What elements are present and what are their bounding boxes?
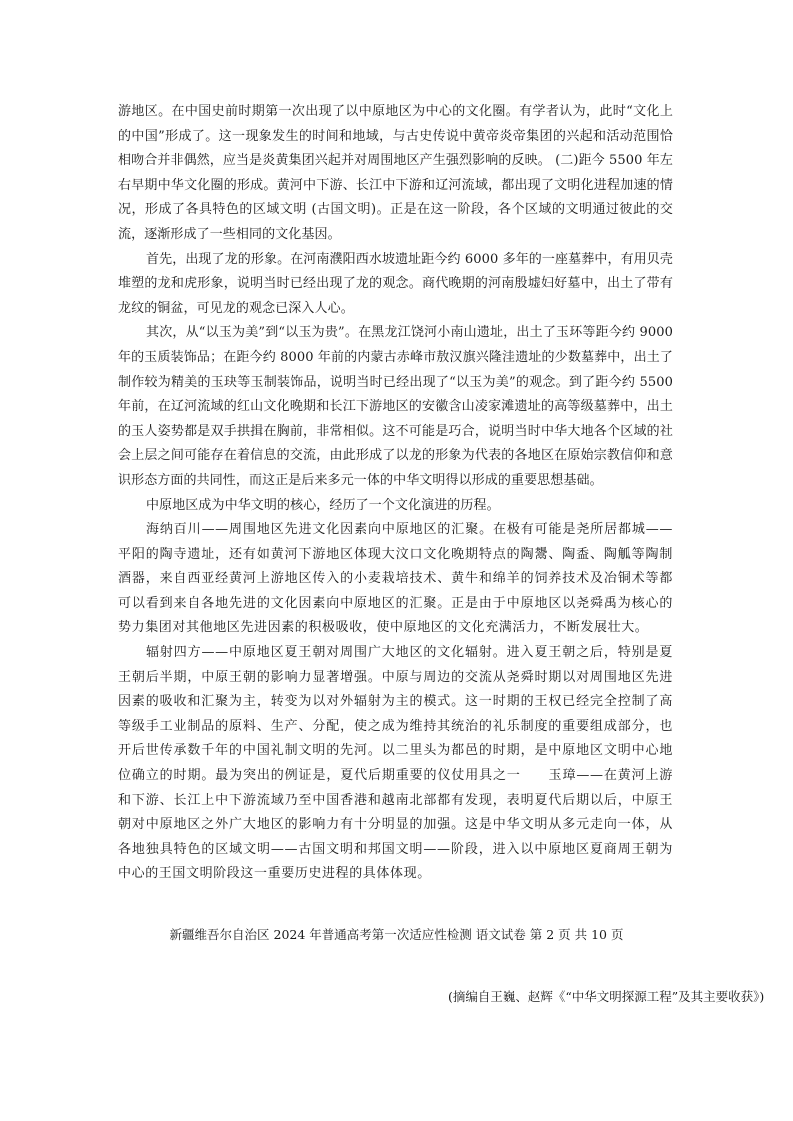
paragraph-3: 其次，从“以玉为美”到“以玉为贵”。在黑龙江饶河小南山遗址，出土了玉环等距今约 9000 年的玉质装饰品；在距今约 8000 年前的内蒙古赤峰市敖汉旗兴隆洼遗址的少数墓葬中，出土了制作较为精美的玉玦等玉制装饰品，说明当时已经出现了“以玉为美”的观念。到了距今约 5500 年前，在辽河流域的红山文化晚期和长江下游地区的安徽含山凌家滩遗址的高等级墓葬中，出土的玉人姿势都是双手拱揖在胸前，非常相似。这不可能是巧合，说明当时中华大地各个区域的社会上层之间可能存在着信息的交流，由此形成了以龙的形象为代表的各地区在原始宗教信仰和意识形态方面的共同性，而这正是后来多元一体的中华文明得以形成的重要思想基础。 (118, 325, 673, 488)
paragraph-4: 中原地区成为中华文明的核心，经历了一个文化演进的历程。 (146, 497, 500, 513)
page-footer: 新疆维吾尔自治区 2024 年普通高考第一次适应性检测 语文试卷 第 2 页 共 10 页 (169, 927, 624, 942)
paragraph-5: 海纳百川——周围地区先进文化因素向中原地区的汇聚。在极有可能是尧所居都城——平阳的陶寺遗址，还有如黄河下游地区体现大汶口文化晚期特点的陶鬹、陶盉、陶觚等陶制酒器，来自西亚经黄河上游地区传入的小麦栽培技术、黄牛和绵羊的饲养技术及冶铜术等都可以看到来自各地先进的文化因素向中原地区的汇聚。正是由于中原地区以尧舜禹为核心的势力集团对其他地区先进因素的积极吸收，使中原地区的文化充满活力，不断发展壮大。 (118, 522, 673, 636)
paragraph-2: 首先，出现了龙的形象。在河南濮阳西水坡遗址距今约 6000 多年的一座墓葬中，有用贝壳堆塑的龙和虎形象，说明当时已经出现了龙的观念。商代晚期的河南殷墟妇好墓中，出土了带有龙纹的铜盆，可见龙的观念已深入人心。 (118, 251, 673, 316)
paragraph-1: 游地区。在中国史前时期第一次出现了以中原地区为中心的文化圈。有学者认为，此时“文化上的中国”形成了。这一现象发生的时间和地域，与古史传说中黄帝炎帝集团的兴起和活动范围恰相吻合并非偶然，应当是炎黄集团兴起并对周围地区产生强烈影响的反映。 (二)距今 5500 年左右早期中华文化圈的形成。黄河中下游、长江中下游和辽河流域，都出现了文明化进程加速的情况，形成了各具特色的区域文明 (古国文明)。正是在这一阶段，各个区域的文明通过彼此的交流，逐渐形成了一些相同的文化基因。 (118, 104, 673, 242)
paragraph-6: 辐射四方——中原地区夏王朝对周围广大地区的文化辐射。进入夏王朝之后，特别是夏王朝后半期，中原王朝的影响力显著增强。中原与周边的交流从尧舜时期以对周围地区先进因素的吸收和汇聚为主，转变为以对外辐射为主的模式。这一时期的王权已经完全控制了高等级手工业制品的原料、生产、分配，使之成为维持其统治的礼乐制度的重要组成部分，也开后世传承数千年的中国礼制文明的先河。以二里头为都邑的时期，是中原地区文明中心地位确立的时期。最为突出的例证是，夏代后期重要的仪仗用具之一 玉璋——在黄河上游和下游、长江上中下游流域乃至中国香港和越南北部都有发现，表明夏代后期以后，中原王朝对中原地区之外广大地区的影响力有十分明显的加强。这是中华文明从多元走向一体，从各地独具特色的区域文明——古国文明和邦国文明——阶段，进入以中原地区夏商周王朝为中心的王国文明阶段这一重要历史进程的具体体现。 (118, 645, 673, 882)
article-source: (摘编自王巍、赵辉《“中华文明探源工程”及其主要收获》) (448, 989, 765, 1004)
